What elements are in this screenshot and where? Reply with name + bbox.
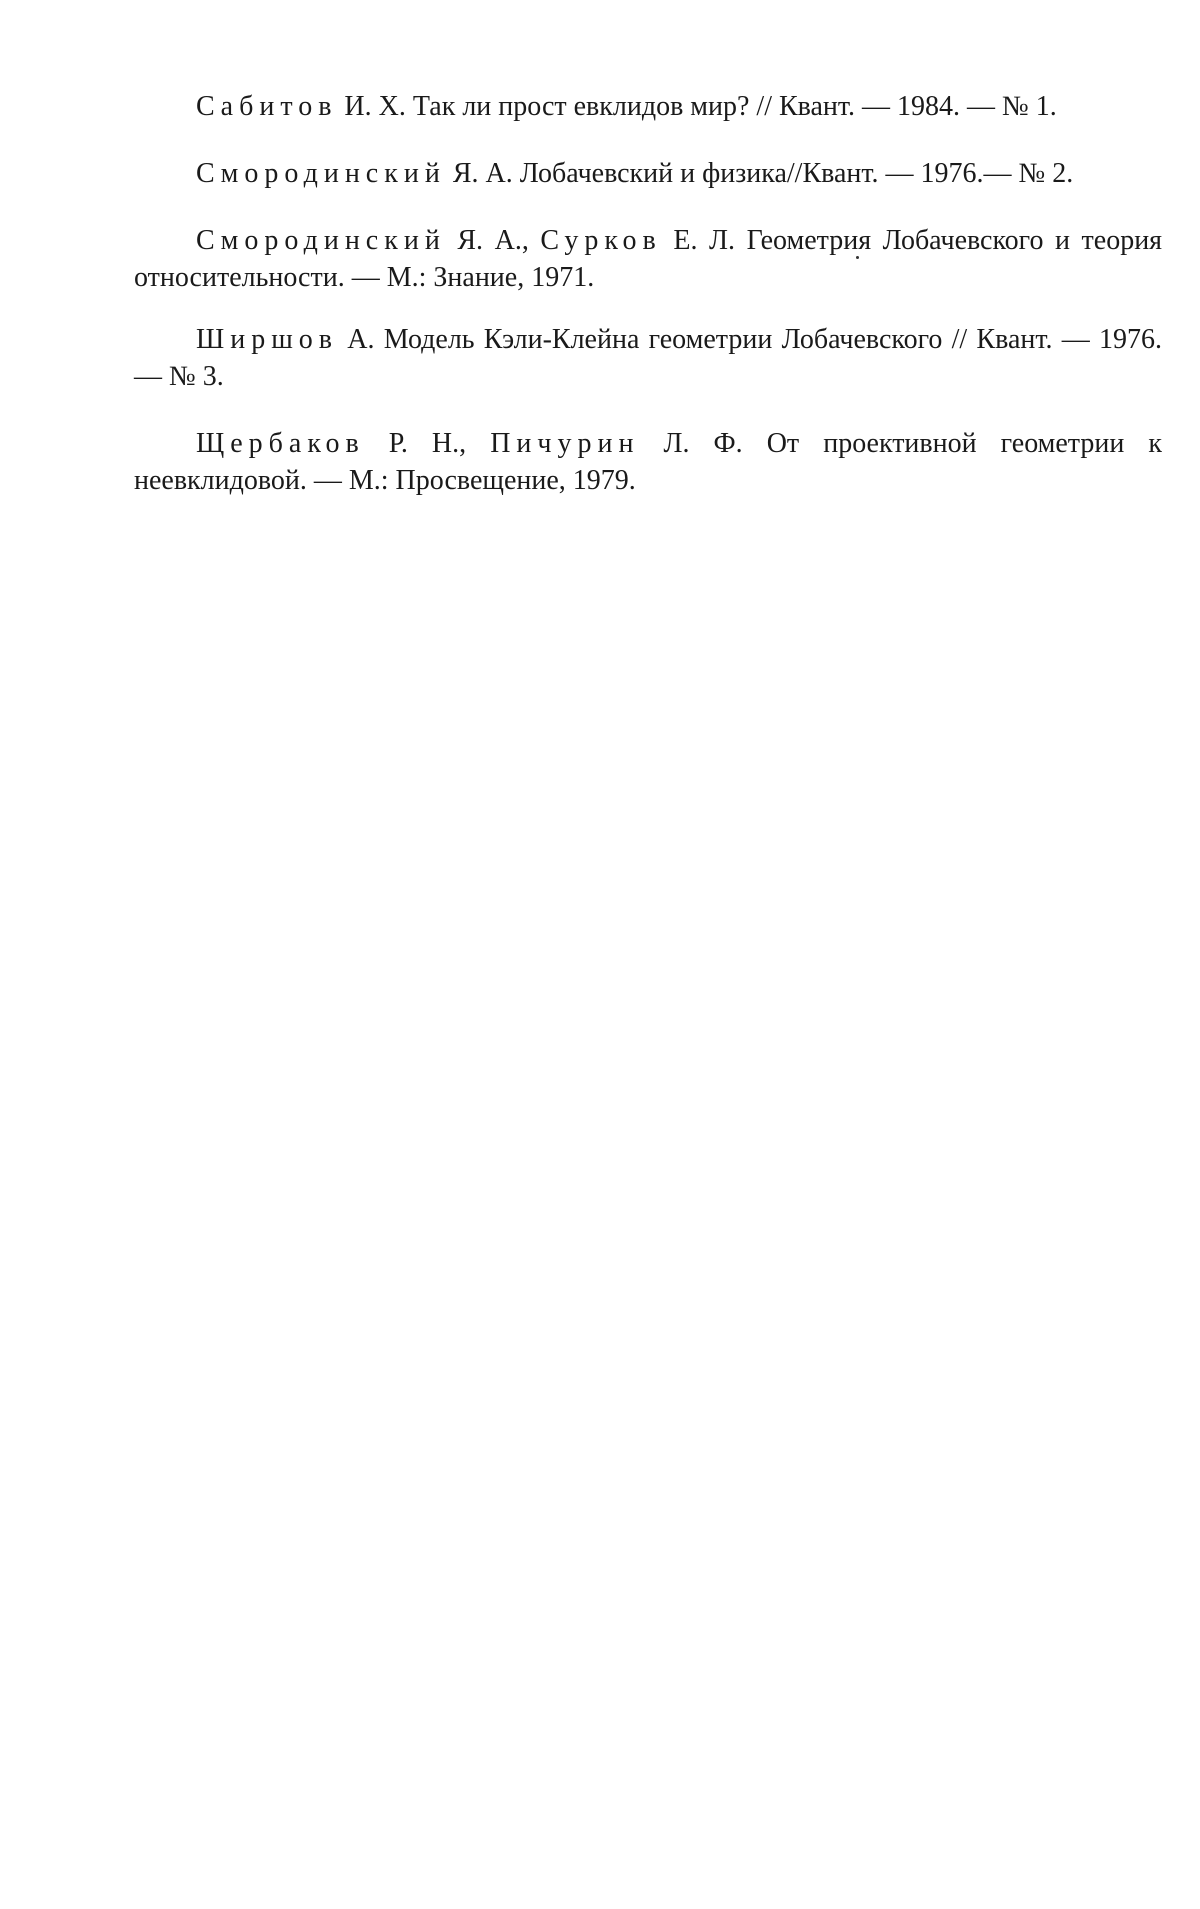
entry-initials: А.: [347, 324, 375, 355]
entry-author: Смородинский: [196, 158, 446, 189]
entry-initials: Я. А.,: [457, 225, 529, 256]
entry-author: Ширшов: [196, 324, 339, 355]
entry-details: Геометрия Лобачевского и теория относительности. — М.: Знание, 1971.: [134, 225, 1163, 293]
entry-initials: И. Х.: [344, 91, 406, 122]
scan-speck: [856, 256, 859, 259]
entry-coauthor-initials: Е. Л.: [673, 225, 735, 256]
entry-initials: Р. Н.,: [388, 428, 467, 459]
entry-details: Модель Кэли-Клейна геометрии Лобачевского // Квант. — 1976. — № 3.: [134, 324, 1162, 392]
entry-coauthor-initials: Л. Ф.: [663, 428, 743, 459]
entry-details: Так ли прост евклидов мир? // Квант. — 1984. — № 1.: [412, 91, 1057, 122]
bibliography-entry: [134, 88, 1162, 125]
bibliography-entry: [134, 222, 1162, 296]
entry-author: Смородинский: [196, 225, 446, 256]
entry-author: Щербаков: [196, 428, 365, 459]
bibliography-entry: [134, 155, 1162, 192]
entry-details: От проективной геометрии к неевклидовой. — М.: Просвещение, 1979.: [134, 428, 1162, 496]
bibliography-list: [134, 88, 1162, 524]
entry-coauthor: Пичурин: [490, 428, 640, 459]
bibliography-entry: [134, 425, 1162, 499]
entry-coauthor: Сурков: [540, 225, 662, 256]
entry-initials: Я. А.: [452, 158, 513, 189]
entry-author: Сабитов: [196, 91, 338, 122]
bibliography-entry: [134, 321, 1162, 395]
entry-details: Лобачевский и физика//Квант. — 1976.— № 2.: [519, 158, 1074, 189]
